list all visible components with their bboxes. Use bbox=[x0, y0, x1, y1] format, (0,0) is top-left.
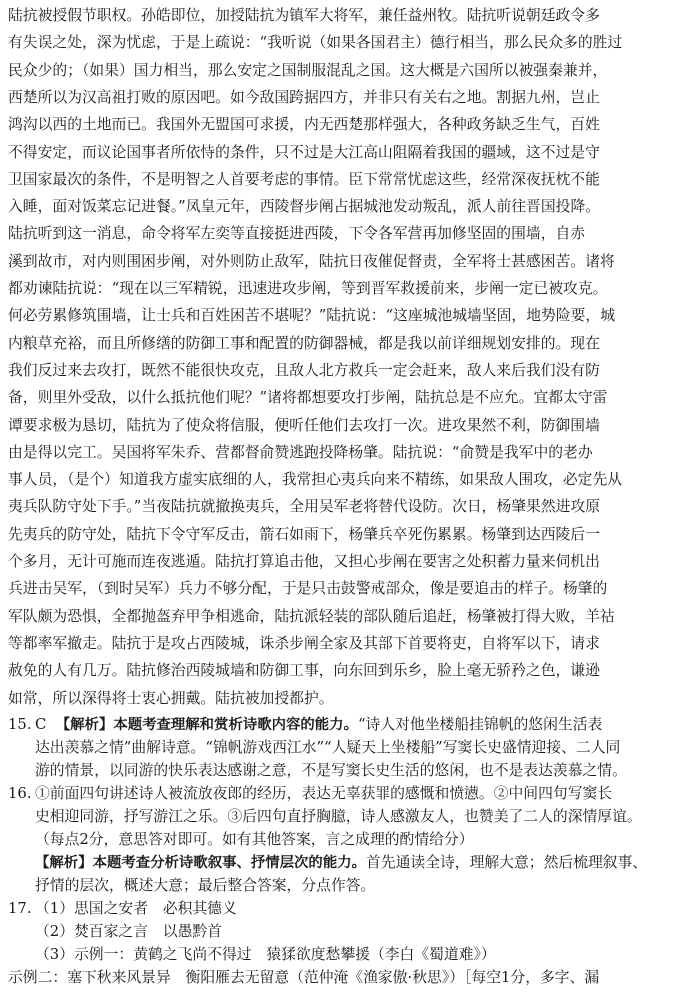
passage-line: 先夷兵的防守处，陆抗下令守军反击，箭石如雨下，杨肇兵卒死伤累累。杨肇到达西陵后一 bbox=[8, 525, 600, 543]
passage-line: 卫国家最次的条件，不是明智之人首要考虑的事情。臣下常常忧虑这些，经常深夜抚枕不能 bbox=[8, 170, 600, 188]
q17-line-1 bbox=[8, 897, 684, 920]
q15-line-2: 达出羡慕之情”曲解诗意。“锦帆游戏西江水”“人疑天上坐楼船”写窦长史盛情迎接、二人同 bbox=[35, 738, 621, 756]
passage-line: 事人员，（是个）知道我方虚实底细的人，我常担心夷兵向来不精练，如果敌人围攻，必定先从 bbox=[8, 471, 623, 489]
q16-line-2: 史相迎同游，抒写游江之乐。③后四句直抒胸臆，诗人感激友人，也赞美了二人的深情厚谊。 bbox=[35, 807, 642, 825]
q17-answer-3: （3）示例一：黄鹤之飞尚不得过 猿猱欲度愁攀援（李白《蜀道难》） bbox=[35, 945, 496, 963]
q15-analysis-tag: 【解析】本题考查理解和赏析诗歌内容的能力。 bbox=[55, 716, 358, 733]
passage-line: 陆抗听到这一消息，命令将军左奕等直接挺进西陵，下令各军营再加修坚固的围墙，自赤 bbox=[8, 225, 586, 243]
passage-line: 陆抗被授假节职权。孙皓即位，加授陆抗为镇军大将军，兼任益州牧。陆抗听说朝廷政令多 bbox=[8, 7, 600, 24]
q16-analysis-line bbox=[35, 851, 684, 874]
passage-line: 个多月，无计可施而连夜逃遁。陆抗打算追击他，又担心步阐在要害之处积蓄力量来伺机出 bbox=[8, 553, 600, 570]
q15-number: 15. bbox=[8, 715, 32, 733]
q15-text-1: “诗人对他坐楼船挂锦帆的悠闲生活表 bbox=[357, 715, 603, 733]
passage-line: 溪到故市，对内则围困步阐，对外则防止敌军，陆抗日夜催促督责，全军将士甚感困苦。诸将 bbox=[8, 252, 615, 270]
q16-number: 16. bbox=[8, 784, 32, 802]
q16-line-1 bbox=[8, 782, 684, 805]
passage-line: 如常，所以深得将士衷心拥戴。陆抗被加授都护。 bbox=[8, 689, 334, 707]
passage-line: 有失误之处，深为忧虑，于是上疏说：“我听说（如果各国君主）德行相当，那么民众多的胜过 bbox=[8, 34, 623, 52]
q16-analysis-text: 首先通读全诗，理解大意；然后梳理叙事、 bbox=[366, 853, 648, 871]
passage-line: 内粮草充裕，而且所修缮的防御工事和配置的防御器械，都是我以前详细规划安排的。现在 bbox=[8, 334, 600, 352]
passage-line: 民众少的；（如果）国力相当，那么安定之国制服混乱之国。这大概是六国所以被强秦兼并， bbox=[8, 61, 608, 79]
passage-line: 赦免的人有几万。陆抗修治西陵城墙和防御工事，向东回到乐乡，脸上毫无骄矜之色，谦逊 bbox=[8, 662, 600, 680]
passage-line: 兵进击吴军，（到时吴军）兵力不够分配，于是只击鼓警戒部众，像是要追击的样子。杨肇的 bbox=[8, 580, 608, 598]
q17-answer-2: （2）焚百家之言 以愚黔首 bbox=[35, 922, 222, 940]
passage-line: 由是得以完工。吴国将军朱乔、营都督俞赞逃跑投降杨肇。陆抗说：“俞赞是我军中的老办 bbox=[8, 443, 593, 461]
passage-line: 夷兵队防守处下手。”当夜陆抗就撤换夷兵，全用吴军老将替代设防。次日，杨肇果然进攻原 bbox=[8, 498, 601, 516]
passage-line: 西楚所以为汉高祖打败的原因吧。如今敌国跨据四方，并非只有关右之地。割据九州，岂止 bbox=[8, 88, 600, 106]
q17-number: 17. bbox=[8, 899, 32, 917]
q16-line-3: （每点2分，意思答对即可。如有其他答案，言之成理的酌情给分） bbox=[35, 830, 474, 848]
q16-text-1: ①前面四句讲述诗人被流放夜郎的经历，表达无辜获罪的感慨和愤懑。②中间四句写窦长 bbox=[35, 784, 613, 802]
passage-line: 不得安定，而议论国事者所依恃的条件，只不过是大江高山阻隔着我国的疆域，这不过是守 bbox=[8, 143, 600, 161]
passage-line: 军队颇为恐惧，全都抛盔弃甲争相逃命，陆抗派轻装的部队随后追赶，杨肇被打得大败，羊祜 bbox=[8, 607, 615, 625]
passage-line: 入睡，面对饭菜忘记进餐。”凤皇元年，西陵督步阐占据城池发动叛乱，派人前往晋国投降。 bbox=[8, 198, 601, 216]
passage-line: 备，则里外受敌，以什么抵抗他们呢？”诸将都想要攻打步阐，陆抗总是不应允。宜都太守雷 bbox=[8, 389, 608, 407]
passage-line: 我们反过来去攻打，既然不能很快攻克，且敌人北方救兵一定会赶来，敌人来后我们没有防 bbox=[8, 361, 600, 379]
q17-answer-1: （1）思国之安者 必积其德义 bbox=[35, 899, 237, 917]
q15-line-1 bbox=[8, 713, 684, 736]
passage-line: 都劝谏陆抗说：“现在以三军精锐，迅速进攻步阐，等到晋军救援前来，步阐一定已被攻克。 bbox=[8, 280, 608, 297]
passage-line: 鸿沟以西的土地而已。我国外无盟国可求援，内无西楚那样强大，各种政务缺乏生气，百姓 bbox=[8, 116, 600, 134]
passage-line: 何必劳累修筑围墙，让士兵和百姓困苦不堪呢？”陆抗说：“这座城池城墙坚固，地势险要，城 bbox=[8, 307, 616, 325]
q16-analysis-tag: 【解析】本题考查分析诗歌叙事、抒情层次的能力。 bbox=[35, 854, 366, 871]
q15-answer: C bbox=[35, 715, 47, 733]
q16-analysis-tail: 抒情的层次，概述大意；最后整合答案，分点作答。 bbox=[35, 876, 376, 894]
passage-line: 谭要求极为恳切，陆抗为了使众将信服，便听任他们去攻打一次。进攻果然不利，防御围墙 bbox=[8, 416, 600, 434]
q17-example-2: 示例二：塞下秋来风景异 衡阳雁去无留意（范仲淹《渔家傲·秋思》）［每空1分，多字、漏 bbox=[8, 968, 600, 986]
passage-line: 等都率军撤走。陆抗于是攻占西陵城，诛杀步阐全家及其部下首要将吏，自将军以下，请求 bbox=[8, 634, 600, 652]
q15-line-3: 游的情景，以同游的快乐表达感谢之意，不是写窦长史生活的悠闲，也不是表达羡慕之情。 bbox=[35, 761, 627, 779]
